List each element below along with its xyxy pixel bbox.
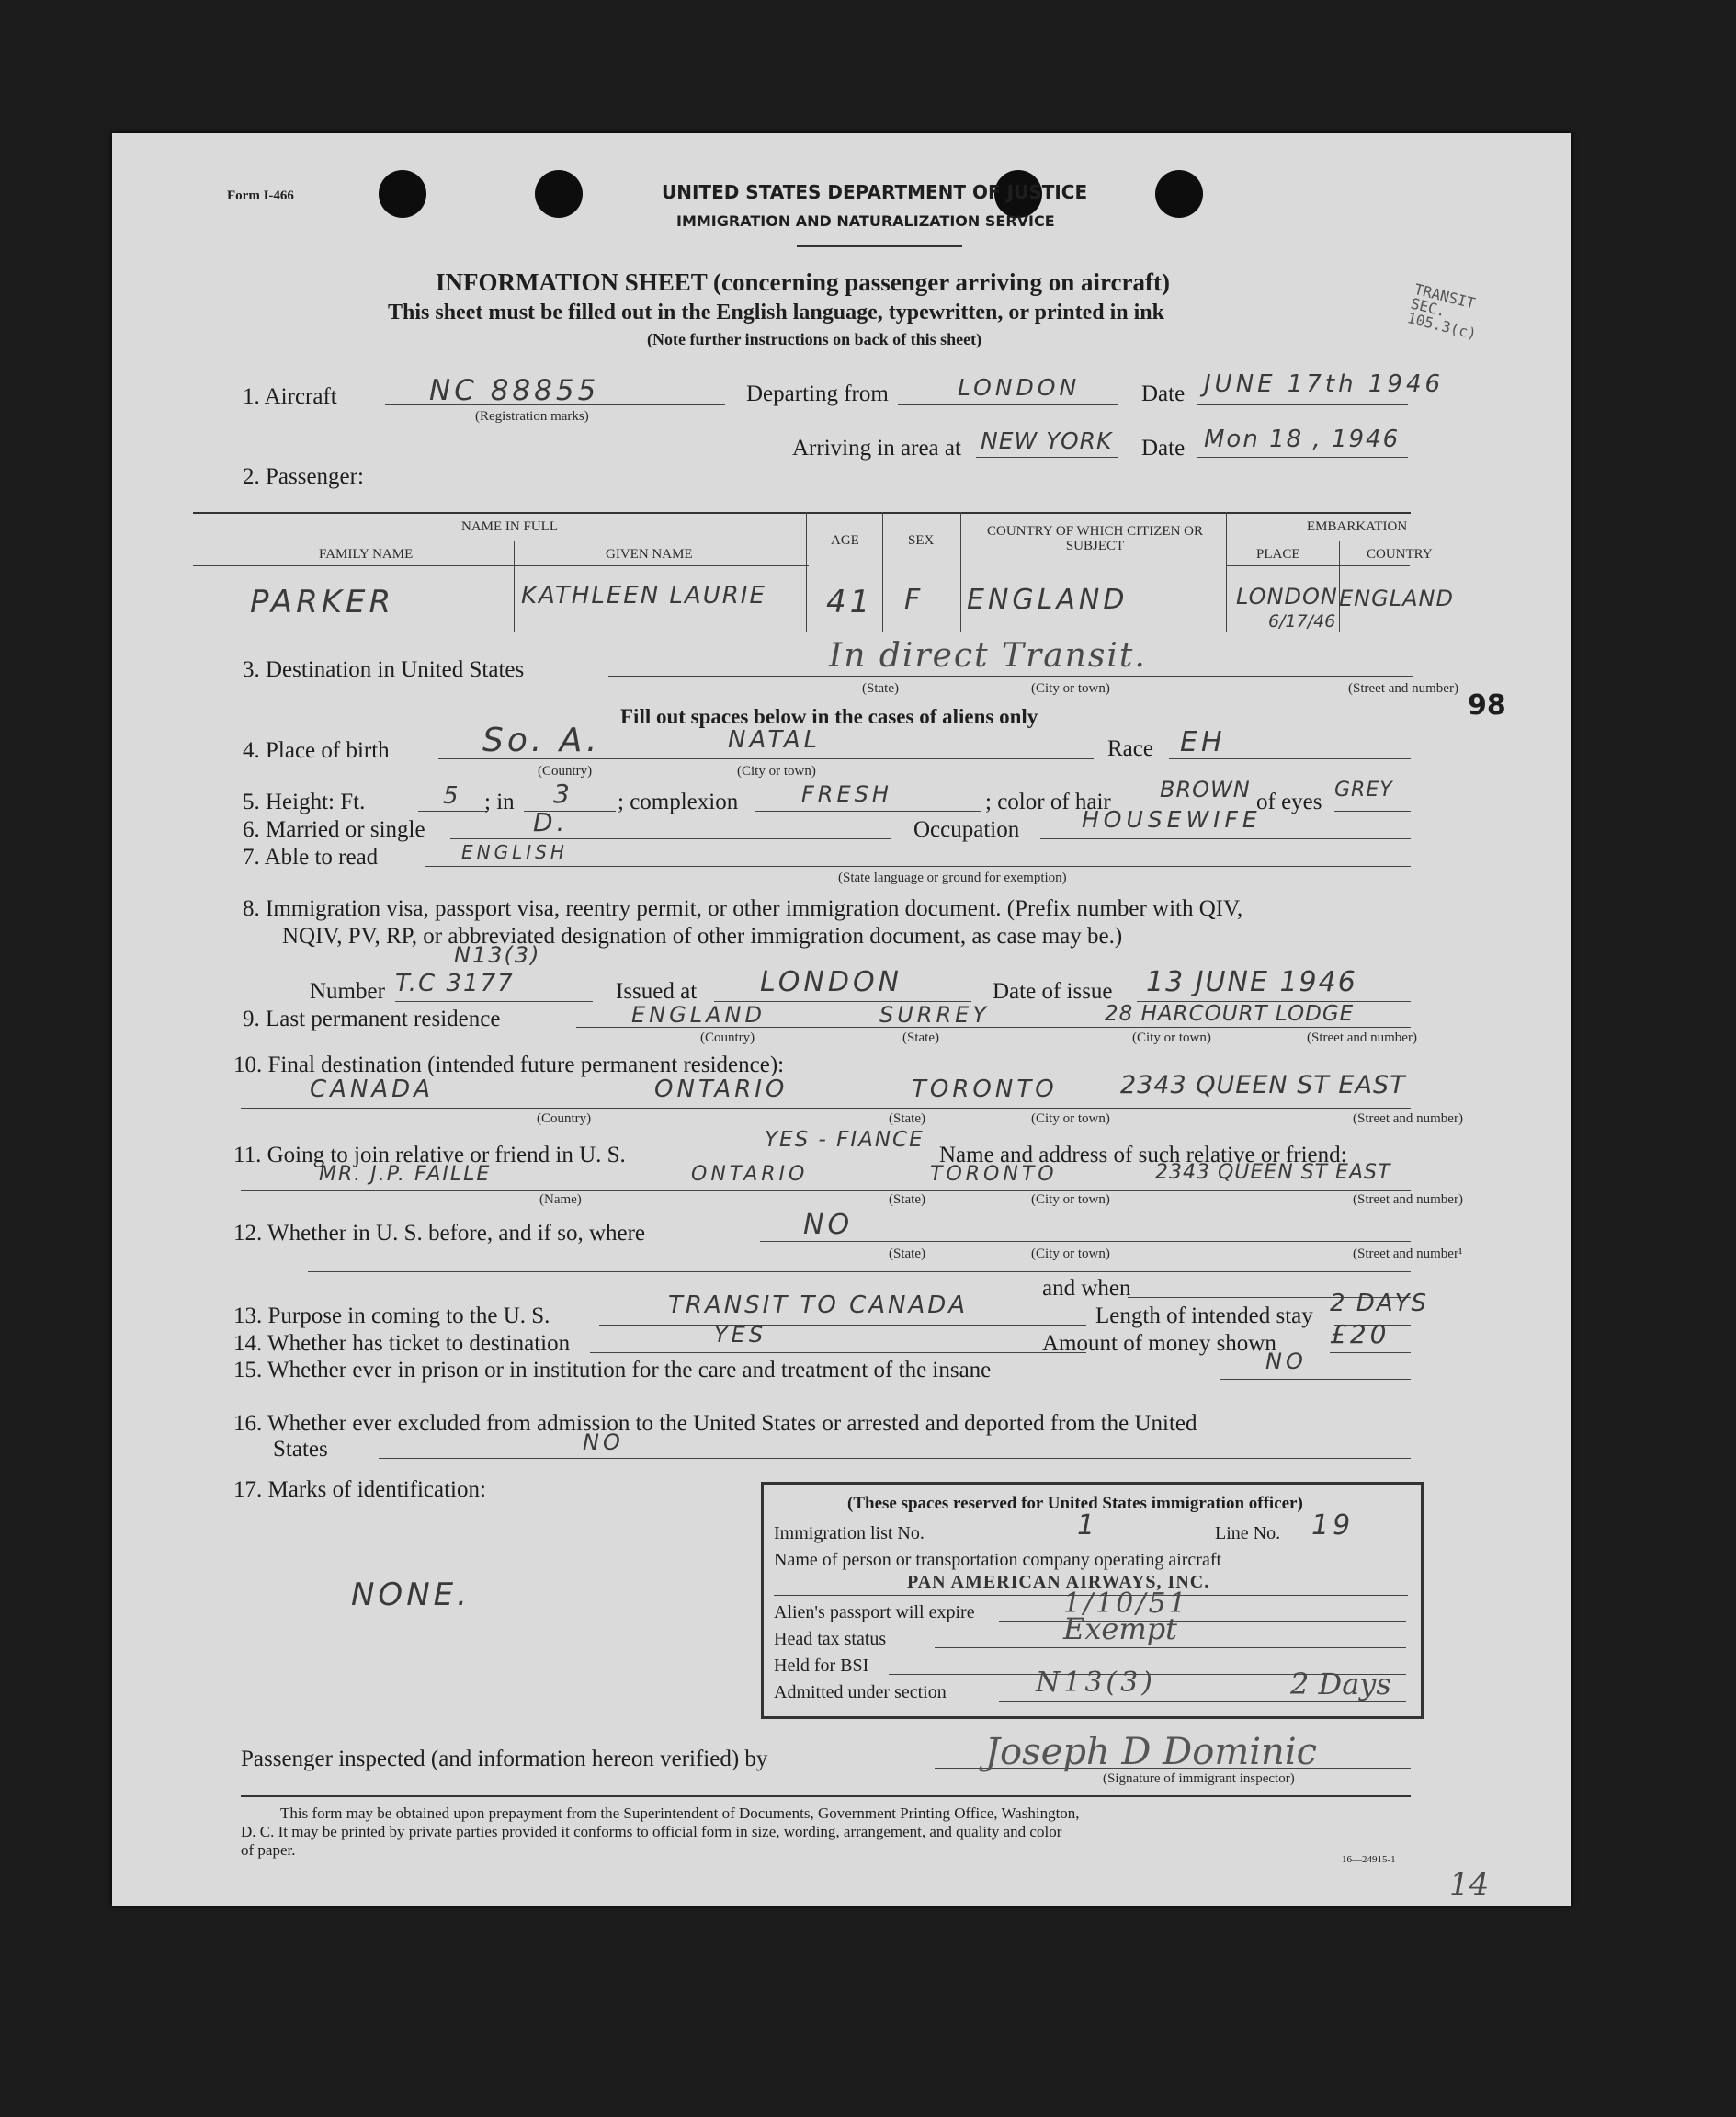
family-name-header: FAMILY NAME: [319, 547, 414, 562]
marks-value[interactable]: NONE.: [351, 1576, 471, 1613]
page-number-stamp: 98: [1468, 689, 1506, 722]
country-citizen-header: COUNTRY OF WHICH CITIZEN OR SUBJECT: [987, 524, 1203, 553]
visa-number-label: Number: [310, 979, 385, 1004]
prison-label: 15. Whether ever in prison or in institution for the care and treatment of the insane: [233, 1358, 992, 1383]
officer-heading: (These spaces reserved for United States immigration officer): [847, 1494, 1303, 1513]
prison-value[interactable]: NO: [1265, 1349, 1307, 1374]
footer-line-3: of paper.: [241, 1841, 296, 1859]
caption-country: (Country): [538, 764, 593, 779]
occupation-label: Occupation: [913, 817, 1020, 842]
excluded-value[interactable]: NO: [583, 1429, 624, 1455]
last-residence-country[interactable]: ENGLAND: [631, 1002, 766, 1028]
caption-state: (State): [889, 1246, 925, 1261]
caption-city: (City or town): [1031, 1246, 1110, 1261]
caption-city: (City or town): [1031, 1111, 1110, 1126]
line-no-value[interactable]: 19: [1311, 1509, 1355, 1542]
final-destination-city[interactable]: TORONTO: [912, 1076, 1058, 1103]
issue-date-label: Date of issue: [993, 979, 1113, 1004]
company-label: Name of person or transportation company operating aircraft: [774, 1550, 1222, 1570]
embarkation-header: EMBARKATION: [1307, 519, 1408, 534]
signature-caption: (Signature of immigrant inspector): [1103, 1771, 1295, 1786]
department: UNITED STATES DEPARTMENT OF JUSTICE: [662, 181, 1088, 203]
visa-label-2: NQIV, PV, RP, or abbreviated designation of other immigration document, as case may be.): [282, 924, 1123, 949]
passenger-label: 2. Passenger:: [243, 464, 364, 489]
embarkation-country-value[interactable]: ENGLAND: [1339, 586, 1454, 611]
transit-stamp: TRANSIT SEC. 105.3(c): [1405, 279, 1479, 344]
caption-street: (Street and number): [1307, 1030, 1417, 1045]
caption-city: (City or town): [1031, 681, 1110, 696]
head-tax-label: Head tax status: [774, 1629, 887, 1649]
relative-city[interactable]: TORONTO: [930, 1163, 1058, 1186]
relative-state[interactable]: ONTARIO: [691, 1163, 809, 1186]
given-name-value[interactable]: KATHLEEN LAURIE: [521, 582, 766, 609]
date-label: Date: [1141, 381, 1186, 406]
last-residence-state[interactable]: SURREY: [879, 1002, 990, 1028]
read-label: 7. Able to read: [243, 845, 379, 870]
height-ft[interactable]: 5: [443, 782, 462, 810]
caption-street: (Street and number): [1353, 1111, 1463, 1126]
complexion-value[interactable]: FRESH: [801, 781, 892, 807]
purpose-value[interactable]: TRANSIT TO CANADA: [668, 1292, 969, 1319]
passport-expire-label: Alien's passport will expire: [774, 1602, 975, 1622]
departing-label: Departing from: [746, 381, 889, 406]
money-label: Amount of money shown: [1042, 1331, 1276, 1356]
caption-state: (State): [862, 681, 899, 696]
eyes-label: of eyes: [1256, 790, 1322, 814]
form-code: 16—24915-1: [1342, 1854, 1396, 1865]
caption-name: (Name): [539, 1192, 582, 1207]
place-value[interactable]: LONDON: [1236, 584, 1338, 609]
section-value[interactable]: N13(3): [1036, 1667, 1156, 1699]
us-before-value[interactable]: NO: [803, 1209, 854, 1241]
place-header: PLACE: [1256, 547, 1300, 562]
section-days-value[interactable]: 2 Days: [1290, 1667, 1391, 1702]
aircraft-value[interactable]: NC 88855: [429, 374, 600, 407]
stay-value[interactable]: 2 DAYS: [1330, 1290, 1428, 1317]
company-value[interactable]: PAN AMERICAN AIRWAYS, INC.: [907, 1572, 1210, 1592]
sex-header: SEX: [908, 533, 935, 548]
arriving-label: Arriving in area at: [792, 436, 961, 461]
sheet-note: (Note further instructions on back of this sheet): [647, 330, 982, 348]
reg-caption: (Registration marks): [475, 409, 589, 424]
issue-date-value[interactable]: 13 JUNE 1946: [1146, 966, 1357, 998]
head-tax-value[interactable]: Exempt: [1063, 1611, 1178, 1646]
birth-city[interactable]: NATAL: [728, 726, 822, 754]
relative-street[interactable]: 2343 QUEEN ST EAST: [1155, 1161, 1391, 1184]
caption-street: (Street and number): [1348, 681, 1458, 696]
arrival-date[interactable]: Mon 18 , 1946: [1204, 426, 1401, 453]
relative-address-label: Name and address of such relative or friend:: [939, 1143, 1347, 1167]
purpose-label: 13. Purpose in coming to the U. S.: [233, 1303, 550, 1328]
join-relative-label: 11. Going to join relative or friend in U. S.: [233, 1143, 626, 1167]
visa-number-note[interactable]: N13(3): [454, 942, 541, 968]
caption-state: (State): [889, 1111, 925, 1126]
country-header: COUNTRY: [1367, 547, 1433, 562]
relative-name[interactable]: MR. J.P. FAILLE: [319, 1163, 492, 1186]
age-value[interactable]: 41: [826, 584, 874, 620]
visa-label-1: 8. Immigration visa, passport visa, reentry permit, or other immigration document. (Prefix number with QIV,: [243, 896, 1243, 921]
punch-hole: [379, 170, 426, 218]
final-destination-street[interactable]: 2343 QUEEN ST EAST: [1120, 1071, 1406, 1099]
inspected-label: Passenger inspected (and information hereon verified) by: [241, 1747, 768, 1771]
last-residence-label: 9. Last permanent residence: [243, 1007, 501, 1031]
aliens-only-heading: Fill out spaces below in the cases of aliens only: [620, 705, 1038, 728]
bsi-label: Held for BSI: [774, 1656, 869, 1676]
destination-label: 3. Destination in United States: [243, 657, 525, 682]
marks-label: 17. Marks of identification:: [233, 1477, 486, 1502]
birth-country[interactable]: So. A.: [482, 722, 601, 759]
punch-hole: [1155, 170, 1203, 218]
marital-value[interactable]: D.: [533, 807, 569, 837]
caption-state: (State): [889, 1192, 925, 1207]
punch-hole: [535, 170, 583, 218]
issued-at-label: Issued at: [616, 979, 698, 1004]
ticket-label: 14. Whether has ticket to destination: [233, 1331, 571, 1356]
us-before-label: 12. Whether in U. S. before, and if so, where: [233, 1221, 646, 1246]
caption-state: (State): [902, 1030, 939, 1045]
complexion-label: ; complexion: [618, 790, 739, 814]
race-label: Race: [1107, 736, 1153, 761]
join-relative-answer[interactable]: YES - FIANCE: [765, 1128, 925, 1152]
caption-city: (City or town): [1031, 1192, 1110, 1207]
section-label: Admitted under section: [774, 1682, 947, 1702]
place-date-value[interactable]: 6/17/46: [1268, 611, 1336, 632]
departure-date[interactable]: JUNE 17th 1946: [1204, 370, 1445, 398]
final-destination-label: 10. Final destination (intended future permanent residence):: [233, 1053, 785, 1077]
arriving-value[interactable]: NEW YORK: [981, 427, 1113, 454]
visa-number-value[interactable]: T.C 3177: [395, 970, 515, 997]
sheet-subtitle: This sheet must be filled out in the English language, typewritten, or printed in ink: [388, 301, 1164, 324]
caption-street: (Street and number): [1353, 1192, 1463, 1207]
inspector-signature[interactable]: Joseph D Dominic: [985, 1731, 1318, 1773]
and-when-label: and when: [1042, 1276, 1131, 1301]
issued-at-value[interactable]: LONDON: [760, 966, 903, 998]
excluded-label-1: 16. Whether ever excluded from admission to the United States or arrested and deported from the United: [233, 1411, 1197, 1436]
age-header: AGE: [831, 533, 859, 548]
height-in-label: ; in: [484, 790, 515, 814]
list-no-value[interactable]: 1: [1077, 1509, 1099, 1542]
form-sheet: [112, 133, 1571, 1906]
height-in[interactable]: 3: [553, 779, 573, 809]
footer-line-2: D. C. It may be printed by private parties provided it conforms to official form in size, wording, arrangement, and quality and color: [241, 1823, 1062, 1840]
height-label: 5. Height: Ft.: [243, 790, 366, 814]
birthplace-label: 4. Place of birth: [243, 738, 390, 763]
read-value[interactable]: ENGLISH: [461, 841, 568, 863]
hair-value[interactable]: BROWN: [1160, 777, 1251, 802]
money-value[interactable]: £20: [1330, 1319, 1390, 1349]
passport-expire-value[interactable]: 1/10/51: [1063, 1588, 1189, 1620]
ticket-value[interactable]: YES: [714, 1322, 767, 1348]
occupation-value[interactable]: HOUSEWIFE: [1082, 806, 1262, 833]
caption-street: (Street and number¹: [1353, 1246, 1463, 1261]
eyes-value[interactable]: GREY: [1334, 779, 1393, 802]
hair-label: ; color of hair: [985, 790, 1111, 814]
list-no-label: Immigration list No.: [774, 1523, 925, 1543]
race-value[interactable]: EH: [1180, 726, 1226, 758]
departing-value[interactable]: LONDON: [958, 374, 1081, 401]
read-caption: (State language or ground for exemption): [838, 871, 1067, 885]
destination-value[interactable]: In direct Transit.: [829, 637, 1147, 675]
excluded-label-2: States: [273, 1437, 328, 1462]
service: IMMIGRATION AND NATURALIZATION SERVICE: [676, 212, 1055, 230]
caption-country: (Country): [537, 1111, 592, 1126]
date-label-2: Date: [1141, 436, 1186, 461]
caption-city: (City or town): [737, 764, 816, 779]
family-name-value[interactable]: PARKER: [250, 584, 395, 620]
citizen-value[interactable]: ENGLAND: [967, 584, 1129, 616]
given-name-header: GIVEN NAME: [606, 547, 693, 562]
line-no-label: Line No.: [1215, 1523, 1281, 1543]
page-number: 14: [1449, 1866, 1490, 1903]
caption-city: (City or town): [1132, 1030, 1211, 1045]
stay-label: Length of intended stay: [1095, 1303, 1313, 1328]
footer-line-1: This form may be obtained upon prepayment from the Superintendent of Documents, Government Printing Office, Washington,: [280, 1804, 1080, 1822]
caption-country: (Country): [700, 1030, 755, 1045]
form-number: Form I-466: [227, 188, 294, 203]
name-in-full-header: NAME IN FULL: [461, 519, 558, 534]
marital-label: 6. Married or single: [243, 817, 425, 842]
sex-value[interactable]: F: [904, 584, 925, 616]
final-destination-country[interactable]: CANADA: [310, 1076, 434, 1103]
sheet-title: INFORMATION SHEET (concerning passenger arriving on aircraft): [436, 268, 1170, 296]
last-residence-street[interactable]: 28 HARCOURT LODGE: [1105, 1002, 1355, 1026]
final-destination-state[interactable]: ONTARIO: [654, 1076, 789, 1103]
aircraft-label: 1. Aircraft: [243, 384, 337, 409]
header-rule: [797, 245, 962, 247]
